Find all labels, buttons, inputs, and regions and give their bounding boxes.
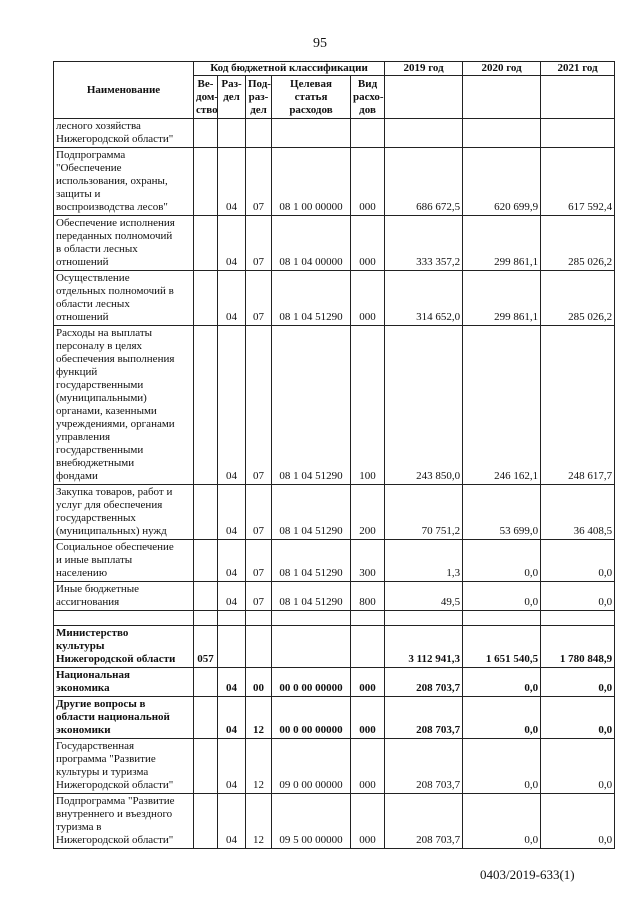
cell-ved: 057 [194,626,218,668]
cell-rz [218,611,246,626]
header-vedomstvo: Ве- дом- ство [194,76,218,119]
cell-y2020: 0,0 [463,540,541,582]
cell-pr: 07 [246,148,272,216]
budget-table [53,61,615,849]
cell-ved [194,271,218,326]
cell-name: Подпрограмма "Развитие внутреннего и въездного туризма в Нижегородской области" [54,794,194,849]
cell-y2019: 314 652,0 [385,271,463,326]
table-row [54,326,615,485]
cell-ved [194,697,218,739]
cell-y2020: 0,0 [463,794,541,849]
cell-y2020 [463,119,541,148]
cell-rz [218,119,246,148]
cell-name: Национальная экономика [54,668,194,697]
cell-ved [194,148,218,216]
cell-vr: 300 [351,540,385,582]
cell-y2020: 0,0 [463,739,541,794]
cell-name: Другие вопросы в области национальной экономики [54,697,194,739]
cell-y2020: 246 162,1 [463,326,541,485]
table-row [54,216,615,271]
table-row [54,794,615,849]
cell-vr: 000 [351,148,385,216]
cell-name [54,611,194,626]
cell-cs: 09 0 00 00000 [272,739,351,794]
cell-pr: 07 [246,326,272,485]
cell-cs: 00 0 00 00000 [272,668,351,697]
cell-rz: 04 [218,582,246,611]
cell-rz: 04 [218,739,246,794]
cell-cs: 08 1 00 00000 [272,148,351,216]
cell-cs: 00 0 00 00000 [272,697,351,739]
cell-vr: 000 [351,697,385,739]
cell-cs [272,611,351,626]
cell-y2021: 285 026,2 [541,216,615,271]
cell-cs: 09 5 00 00000 [272,794,351,849]
cell-ved [194,794,218,849]
cell-y2019: 333 357,2 [385,216,463,271]
cell-cs: 08 1 04 51290 [272,485,351,540]
cell-name: Обеспечение исполнения переданных полномочий в области лесных отношений [54,216,194,271]
cell-name: Социальное обеспечение и иные выплаты населению [54,540,194,582]
cell-y2020: 0,0 [463,697,541,739]
cell-y2021: 285 026,2 [541,271,615,326]
cell-vr [351,119,385,148]
cell-name: Государственная программа "Развитие культуры и туризма Нижегородской области" [54,739,194,794]
cell-name: Министерство культуры Нижегородской области [54,626,194,668]
table-row [54,626,615,668]
header-target: Целевая статья расходов [272,76,351,119]
cell-cs [272,626,351,668]
cell-cs [272,119,351,148]
cell-ved [194,119,218,148]
header-vid: Вид расхо- дов [351,76,385,119]
header-budget-code: Код бюджетной классификации [194,62,385,76]
cell-y2019: 49,5 [385,582,463,611]
cell-rz: 04 [218,485,246,540]
table-row [54,485,615,540]
cell-y2019: 208 703,7 [385,794,463,849]
cell-pr: 00 [246,668,272,697]
cell-name: Подпрограмма "Обеспечение использования, охраны, защиты и воспроизводства лесов" [54,148,194,216]
cell-rz: 04 [218,326,246,485]
page-number: 95 [313,36,327,51]
header-blank-2019 [385,76,463,119]
cell-y2020: 299 861,1 [463,216,541,271]
cell-ved [194,540,218,582]
cell-vr: 000 [351,216,385,271]
table-row [54,739,615,794]
cell-pr: 12 [246,697,272,739]
cell-y2019: 1,3 [385,540,463,582]
cell-y2019: 686 672,5 [385,148,463,216]
cell-pr: 12 [246,739,272,794]
table-row [54,582,615,611]
cell-vr: 000 [351,739,385,794]
cell-y2020: 299 861,1 [463,271,541,326]
cell-y2021 [541,611,615,626]
cell-ved [194,485,218,540]
cell-rz: 04 [218,540,246,582]
cell-y2020: 1 651 540,5 [463,626,541,668]
cell-name: Иные бюджетные ассигнования [54,582,194,611]
cell-vr: 000 [351,271,385,326]
cell-ved [194,326,218,485]
cell-y2021: 1 780 848,9 [541,626,615,668]
cell-pr: 07 [246,582,272,611]
table-row [54,271,615,326]
cell-name: Осуществление отдельных полномочий в области лесных отношений [54,271,194,326]
cell-cs: 08 1 04 51290 [272,271,351,326]
cell-name: Закупка товаров, работ и услуг для обеспечения государственных (муниципальных) нужд [54,485,194,540]
cell-vr [351,626,385,668]
cell-vr: 000 [351,794,385,849]
cell-y2021: 0,0 [541,697,615,739]
cell-y2019: 208 703,7 [385,739,463,794]
cell-vr: 100 [351,326,385,485]
table-row [54,611,615,626]
cell-y2019: 243 850,0 [385,326,463,485]
cell-pr: 07 [246,271,272,326]
cell-cs: 08 1 04 51290 [272,582,351,611]
footer-code: 0403/2019-633(1) [480,867,575,882]
table-body [54,119,615,849]
cell-y2021: 36 408,5 [541,485,615,540]
cell-pr [246,626,272,668]
cell-rz [218,626,246,668]
cell-y2021: 0,0 [541,794,615,849]
cell-y2020: 53 699,0 [463,485,541,540]
table-row [54,148,615,216]
cell-ved [194,216,218,271]
cell-rz: 04 [218,216,246,271]
table-row [54,119,615,148]
cell-y2020: 620 699,9 [463,148,541,216]
cell-y2021: 0,0 [541,582,615,611]
header-2021: 2021 год [541,62,615,76]
cell-ved [194,668,218,697]
header-2020: 2020 год [463,62,541,76]
cell-rz: 04 [218,668,246,697]
cell-y2019: 3 112 941,3 [385,626,463,668]
cell-y2020 [463,611,541,626]
cell-pr: 07 [246,540,272,582]
cell-y2020: 0,0 [463,582,541,611]
cell-pr: 07 [246,216,272,271]
cell-y2020: 0,0 [463,668,541,697]
cell-y2019: 208 703,7 [385,668,463,697]
table-row [54,697,615,739]
cell-rz: 04 [218,148,246,216]
header-podrazdel: Под- раз- дел [246,76,272,119]
cell-y2021: 0,0 [541,739,615,794]
cell-pr [246,119,272,148]
cell-name: лесного хозяйства Нижегородской области" [54,119,194,148]
header-2019: 2019 год [385,62,463,76]
cell-vr: 000 [351,668,385,697]
cell-cs: 08 1 04 00000 [272,216,351,271]
cell-rz: 04 [218,271,246,326]
cell-cs: 08 1 04 51290 [272,326,351,485]
cell-y2019: 70 751,2 [385,485,463,540]
cell-y2019 [385,119,463,148]
cell-pr: 07 [246,485,272,540]
cell-pr [246,611,272,626]
table-row [54,668,615,697]
table-row [54,540,615,582]
header-name: Наименование [54,62,194,119]
header-blank-2020 [463,76,541,119]
cell-name: Расходы на выплаты персоналу в целях обеспечения выполнения функций государственными (муниципальными) органами, казенными учреждениями, органами управления государственными внебюджетными фондами [54,326,194,485]
cell-y2019: 208 703,7 [385,697,463,739]
cell-y2019 [385,611,463,626]
cell-rz: 04 [218,794,246,849]
cell-rz: 04 [218,697,246,739]
cell-cs: 08 1 04 51290 [272,540,351,582]
cell-vr: 800 [351,582,385,611]
cell-ved [194,611,218,626]
cell-ved [194,582,218,611]
cell-y2021: 0,0 [541,668,615,697]
header-razdel: Раз- дел [218,76,246,119]
cell-pr: 12 [246,794,272,849]
cell-vr [351,611,385,626]
cell-ved [194,739,218,794]
cell-y2021: 617 592,4 [541,148,615,216]
cell-y2021 [541,119,615,148]
cell-y2021: 248 617,7 [541,326,615,485]
cell-vr: 200 [351,485,385,540]
header-blank-2021 [541,76,615,119]
cell-y2021: 0,0 [541,540,615,582]
